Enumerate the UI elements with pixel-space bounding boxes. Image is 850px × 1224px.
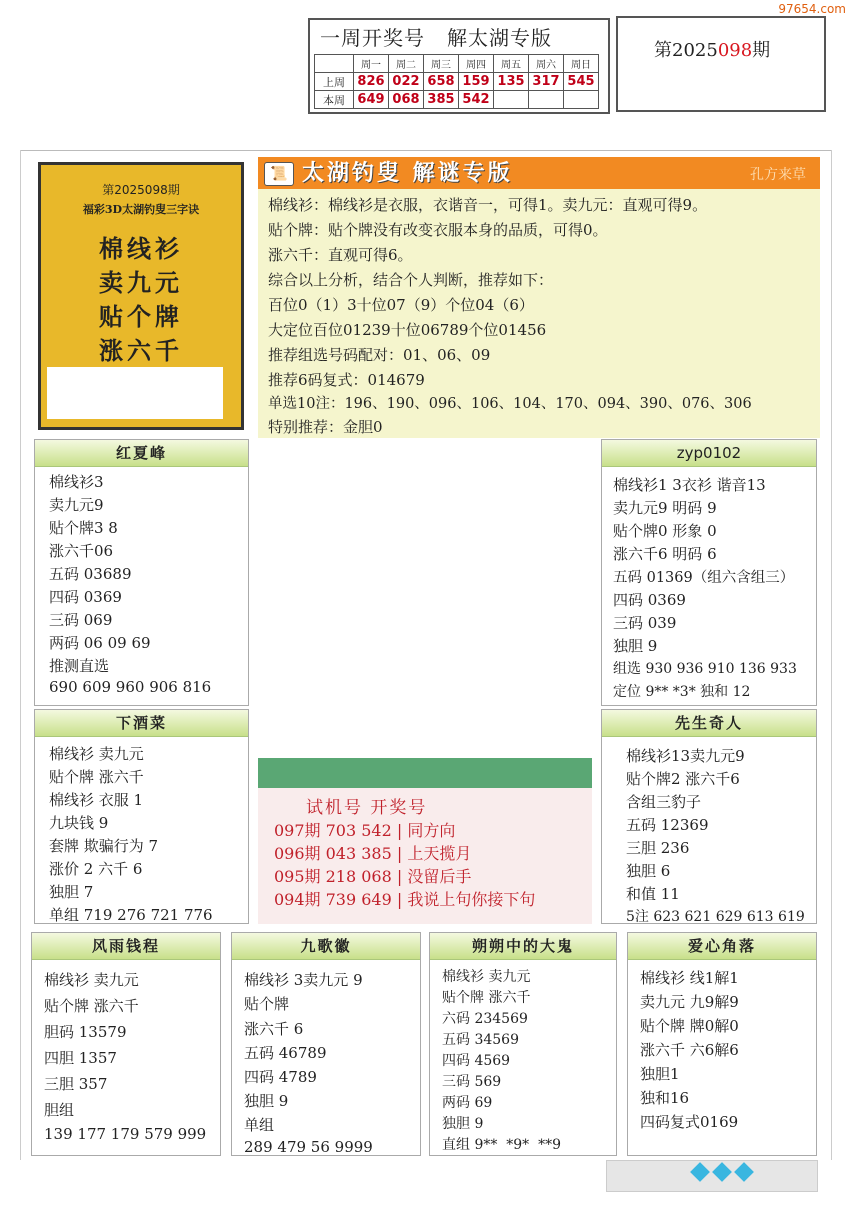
box-title: 先生奇人 — [602, 710, 816, 737]
box-line: 独胆1 — [640, 1065, 680, 1083]
day-header: 周六 — [529, 55, 564, 73]
box-title: 红夏峰 — [35, 440, 248, 467]
row-label: 本周 — [315, 91, 354, 109]
clue-subtitle: 福彩3D太湖钓叟三字诀 — [82, 203, 200, 216]
box-line: 单组 — [244, 1116, 275, 1134]
draw-number: 542 — [459, 91, 494, 109]
box-line: 贴个牌 — [244, 995, 290, 1013]
box-line: 5注 623 621 629 613 619 — [626, 909, 805, 925]
clue-card — [38, 162, 244, 430]
scroll-icon: 📜 — [264, 162, 294, 186]
day-header: 周日 — [564, 55, 599, 73]
analysis-line: 单选10注：196、190、096、106、104、170、094、390、076、306 — [268, 396, 752, 412]
clue-phrase: 卖九元 — [99, 268, 183, 297]
box-line: 五码 46789 — [244, 1044, 327, 1062]
day-header: 周五 — [494, 55, 529, 73]
box-title: zyp0102 — [602, 440, 816, 467]
box-line: 贴个牌 涨六千 — [44, 997, 139, 1015]
box-line: 六码 234569 — [442, 1011, 528, 1027]
box-line: 贴个牌 牌0解0 — [640, 1017, 739, 1035]
box-line: 定位 9** *3* 独和 12 — [613, 684, 751, 700]
box-line: 涨六千06 — [49, 542, 114, 560]
draw-number: 826 — [354, 73, 389, 91]
draw-number — [529, 91, 564, 109]
diamond-icon — [712, 1162, 732, 1182]
analysis-line: 综合以上分析，结合个人判断，推荐如下： — [268, 271, 554, 289]
box-line: 贴个牌 涨六千 — [442, 990, 531, 1006]
divider — [831, 150, 832, 1160]
box-title: 九歌徽 — [232, 933, 420, 960]
draw-number — [564, 91, 599, 109]
day-header: 周一 — [354, 55, 389, 73]
box-title: 爱心角落 — [628, 933, 816, 960]
box-line: 卖九元9 — [49, 496, 104, 514]
header-title-right: 解太湖专版 — [447, 26, 552, 50]
box-line: 卖九元9 明码 9 — [613, 499, 717, 517]
box-line: 棉线衫 衣服 1 — [49, 791, 144, 809]
expert-box-aixin — [627, 932, 817, 1156]
draw-number: 135 — [494, 73, 529, 91]
day-header: 周三 — [424, 55, 459, 73]
analysis-line: 棉线衫：棉线衫是衣服，衣谐音一，可得1。卖九元：直观可得9。 — [268, 196, 708, 214]
box-line: 四码 0369 — [49, 588, 122, 606]
clue-phrase: 棉线衫 — [99, 234, 183, 263]
diamond-icon — [734, 1162, 754, 1182]
box-line: 四码 0369 — [613, 591, 686, 609]
footer-bar — [606, 1160, 818, 1192]
box-line: 直组 9** *9* **9 — [442, 1137, 561, 1153]
weekly-draw-table — [314, 54, 599, 109]
box-line: 独胆 9 — [244, 1092, 289, 1110]
header-title — [320, 22, 574, 51]
draw-number: 649 — [354, 91, 389, 109]
draw-number: 385 — [424, 91, 459, 109]
analysis-line: 大定位百位01239十位06789个位01456 — [268, 321, 547, 339]
box-line: 独胆 9 — [613, 637, 658, 655]
box-line: 四码复式0169 — [640, 1113, 739, 1131]
box-line: 推测直选 — [49, 657, 110, 675]
weekly-draw-header — [308, 18, 610, 114]
day-header: 周四 — [459, 55, 494, 73]
box-line: 贴个牌3 8 — [49, 519, 118, 537]
box-line: 棉线衫3 — [49, 473, 104, 491]
box-line: 棉线衫1 3衣衫 谐音13 — [613, 476, 766, 494]
box-line: 套牌 欺骗行为 7 — [49, 837, 159, 855]
analysis-line: 推荐组选号码配对：01、06、09 — [268, 346, 491, 364]
issue-number-box — [616, 16, 826, 112]
day-header: 周二 — [389, 55, 424, 73]
trial-title: 试机号 开奖号 — [306, 798, 428, 818]
analysis-line: 推荐6码复式：014679 — [268, 371, 425, 389]
box-line: 棉线衫 卖九元 — [44, 971, 139, 989]
box-line: 涨六千 6 — [244, 1020, 304, 1038]
box-title: 风雨钱程 — [32, 933, 220, 960]
box-line: 贴个牌2 涨六千6 — [626, 770, 740, 788]
box-line: 独胆 6 — [626, 862, 671, 880]
issue-number: 第2025098期 — [654, 40, 771, 61]
row-label: 上周 — [315, 73, 354, 91]
box-line: 独胆 7 — [49, 883, 94, 901]
trial-line: 097期 703 542 | 同方向 — [274, 821, 456, 840]
box-title: 下酒菜 — [35, 710, 248, 737]
main-title: 太湖钓叟 解谜专版 — [302, 160, 513, 186]
box-line: 四胆 1357 — [44, 1049, 117, 1067]
box-line: 涨六千 六6解6 — [640, 1041, 739, 1059]
box-line: 五码 12369 — [626, 816, 709, 834]
clue-phrase: 贴个牌 — [99, 302, 183, 331]
analysis-line: 特别推荐：金胆0 — [268, 418, 383, 436]
box-line: 四码 4569 — [442, 1053, 511, 1069]
box-line: 棉线衫 线1解1 — [640, 969, 739, 987]
clue-issue: 第2025098期 — [102, 183, 180, 197]
main-analysis — [258, 189, 820, 438]
box-line: 两码 69 — [442, 1095, 493, 1111]
trial-line: 096期 043 385 | 上天揽月 — [274, 844, 472, 863]
trial-draw-panel — [258, 788, 592, 924]
analysis-line: 涨六千：直观可得6。 — [268, 246, 413, 264]
box-line: 三码 069 — [49, 611, 113, 629]
expert-box-fengyu — [31, 932, 221, 1156]
box-line: 棉线衫 卖九元 — [49, 745, 144, 763]
expert-box-shuoshuo — [429, 932, 617, 1156]
clue-phrase: 涨六千 — [99, 336, 183, 365]
draw-number: 022 — [389, 73, 424, 91]
box-line: 涨价 2 六千 6 — [49, 860, 143, 878]
expert-box-xiajiucai — [34, 709, 249, 924]
box-title: 朔朔中的大鬼 — [430, 933, 616, 960]
trial-header-bar — [258, 758, 592, 788]
blank-area — [47, 367, 223, 419]
box-line: 三胆 236 — [626, 839, 690, 857]
header-title-left: 一周开奖号 — [320, 26, 425, 50]
box-line: 棉线衫13卖九元9 — [626, 747, 745, 765]
analysis-line: 百位0（1）3十位07（9）个位04（6） — [268, 296, 534, 314]
draw-number: 658 — [424, 73, 459, 91]
box-line: 三胆 357 — [44, 1075, 108, 1093]
box-line: 139 177 179 579 999 — [44, 1125, 207, 1143]
box-line: 690 609 960 906 816 — [49, 678, 212, 696]
site-watermark: 97654.com — [778, 2, 846, 16]
box-line: 胆码 13579 — [44, 1023, 127, 1041]
box-line: 五码 03689 — [49, 565, 132, 583]
expert-box-zyp0102 — [601, 439, 817, 706]
draw-number — [494, 91, 529, 109]
box-line: 涨六千6 明码 6 — [613, 545, 717, 563]
box-line: 五码 01369（组六含组三） — [613, 570, 795, 586]
divider — [20, 150, 21, 1160]
box-line: 贴个牌0 形象 0 — [613, 522, 717, 540]
expert-box-jiuge — [231, 932, 421, 1156]
box-line: 棉线衫 3卖九元 9 — [244, 971, 363, 989]
box-line: 独和16 — [640, 1089, 690, 1107]
draw-number: 545 — [564, 73, 599, 91]
expert-box-hongxiafeng — [34, 439, 249, 706]
box-line: 贴个牌 涨六千 — [49, 768, 144, 786]
draw-number: 317 — [529, 73, 564, 91]
box-line: 三码 039 — [613, 614, 677, 632]
box-line: 胆组 — [44, 1101, 75, 1119]
divider — [20, 150, 832, 151]
box-line: 棉线衫 卖九元 — [442, 969, 531, 985]
box-line: 三码 569 — [442, 1074, 502, 1090]
box-line: 289 479 56 9999 — [244, 1138, 373, 1156]
analysis-line: 贴个牌：贴个牌没有改变衣服本身的品质，可得0。 — [268, 221, 608, 239]
draw-number: 068 — [389, 91, 424, 109]
box-line: 含组三豹子 — [626, 793, 702, 811]
box-line: 独胆 9 — [442, 1116, 484, 1132]
box-line: 单组 719 276 721 776 — [49, 906, 213, 924]
box-line: 卖九元 九9解9 — [640, 993, 739, 1011]
main-author: 孔方来草 — [750, 167, 806, 183]
trial-line: 095期 218 068 | 没留后手 — [274, 867, 472, 886]
trial-line: 094期 739 649 | 我说上句你接下句 — [274, 890, 536, 909]
box-line: 和值 11 — [626, 885, 680, 903]
diamond-icon — [690, 1162, 710, 1182]
box-line: 组选 930 936 910 136 933 — [613, 661, 797, 677]
box-line: 两码 06 09 69 — [49, 634, 151, 652]
main-panel-header — [258, 157, 820, 189]
box-line: 四码 4789 — [244, 1068, 317, 1086]
box-line: 五码 34569 — [442, 1032, 519, 1048]
box-line: 九块钱 9 — [49, 814, 109, 832]
expert-box-xianshengqiren — [601, 709, 817, 924]
draw-number: 159 — [459, 73, 494, 91]
